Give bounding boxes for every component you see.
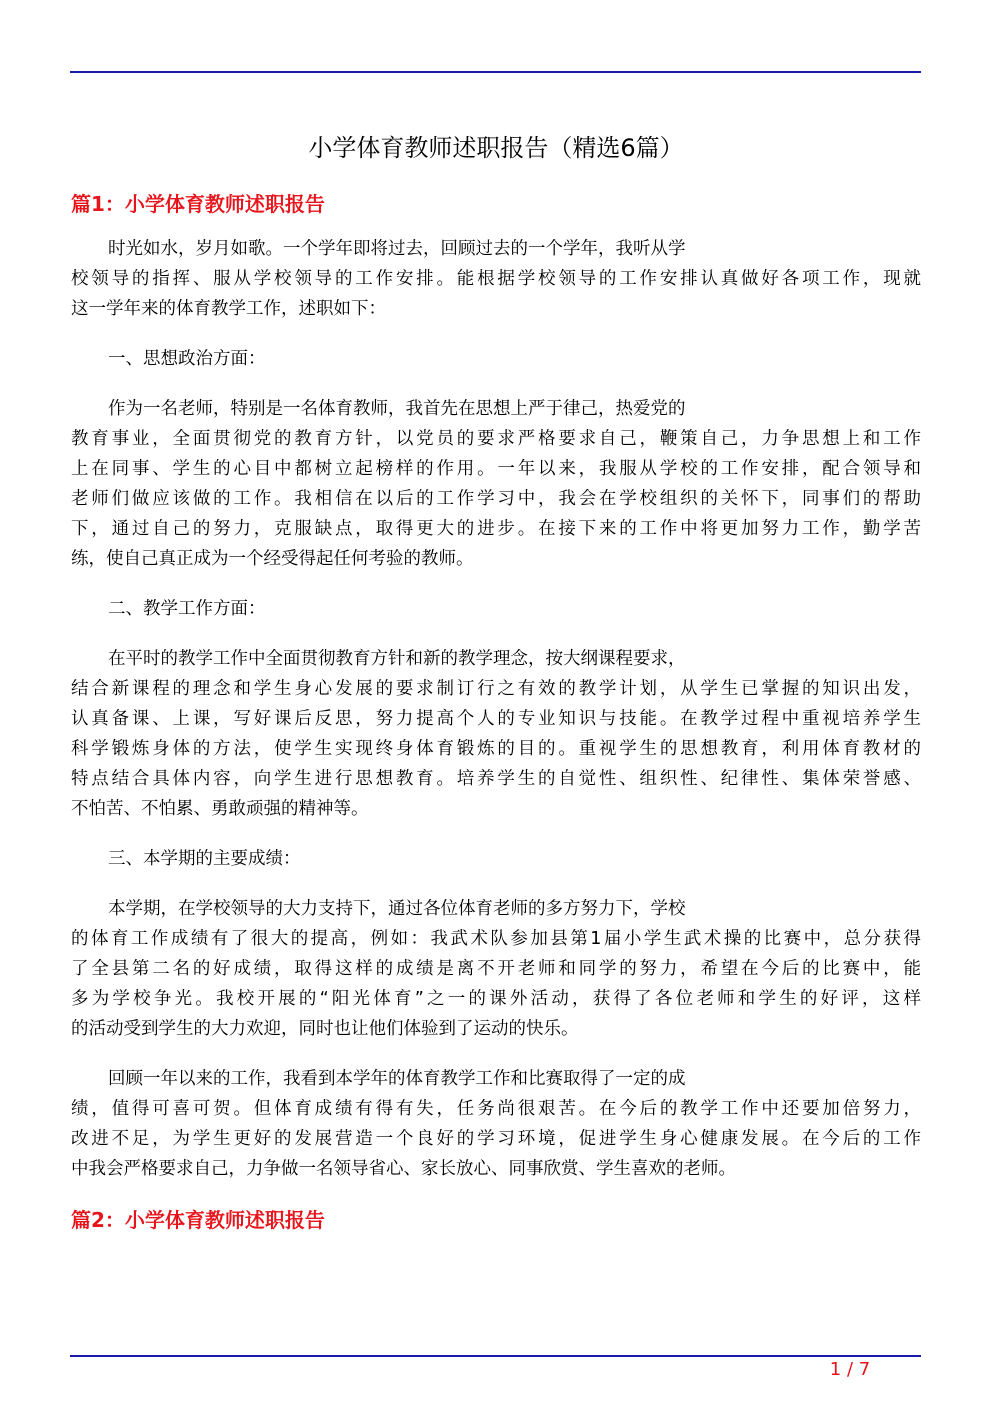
paragraph	[71, 394, 921, 574]
text-line: 本学期，在学校领导的大力支持下，通过各位体育老师的多方努力下，学校	[108, 899, 686, 919]
text-line: 三、本学期的主要成绩：	[108, 849, 301, 869]
paragraph	[71, 594, 921, 624]
footer-rule	[70, 1355, 921, 1357]
text-line: 一、思想政治方面：	[108, 349, 266, 369]
document-body	[71, 188, 921, 1236]
text-line: 不怕苦、不怕累、勇敢顽强的精神等。	[71, 799, 369, 819]
text-line: 结合新课程的理念和学生身心发展的要求制订行之有效的教学计划，从学生已掌握的知识出发，	[71, 679, 921, 699]
text-line: 二、教学工作方面：	[108, 599, 266, 619]
paragraph	[71, 344, 921, 374]
text-line: 改进不足，为学生更好的发展营造一个良好的学习环境，促进学生身心健康发展。在今后的工作	[71, 1129, 921, 1149]
text-line: 上在同事、学生的心目中都树立起榜样的作用。一年以来，我服从学校的工作安排，配合领导和	[71, 459, 921, 479]
text-line: 下，通过自己的努力，克服缺点，取得更大的进步。在接下来的工作中将更加努力工作，勤学苦	[71, 519, 921, 539]
text-line: 特点结合具体内容，向学生进行思想教育。培养学生的自觉性、组织性、纪律性、集体荣誉感、	[71, 769, 921, 789]
text-line: 校领导的指挥、服从学校领导的工作安排。能根据学校领导的工作安排认真做好各项工作，现就	[71, 269, 921, 289]
text-line: 中我会严格要求自己，力争做一名领导省心、家长放心、同事欣赏、学生喜欢的老师。	[71, 1159, 736, 1179]
text-line: 老师们做应该做的工作。我相信在以后的工作学习中，我会在学校组织的关怀下，同事们的帮助	[71, 489, 921, 509]
text-line: 这一学年来的体育教学工作，述职如下：	[71, 299, 386, 319]
paragraph	[71, 234, 921, 324]
text-line: 绩，值得可喜可贺。但体育成绩有得有失，任务尚很艰苦。在今后的教学工作中还要加倍努力，	[71, 1099, 921, 1119]
text-line: 作为一名老师，特别是一名体育教师，我首先在思想上严于律己，热爱党的	[108, 399, 686, 419]
paragraph	[71, 644, 921, 824]
document-title: 小学体育教师述职报告（精选6篇）	[308, 134, 684, 162]
header-rule	[70, 71, 921, 73]
text-line: 回顾一年以来的工作，我看到本学年的体育教学工作和比赛取得了一定的成	[108, 1069, 686, 1089]
text-line: 了全县第二名的好成绩，取得这样的成绩是离不开老师和同学的努力，希望在今后的比赛中，能	[71, 959, 921, 979]
page-number: 1 / 7	[829, 1359, 871, 1380]
text-line: 教育事业，全面贯彻党的教育方针，以党员的要求严格要求自己，鞭策自己，力争思想上和工作	[71, 429, 921, 449]
text-line: 练，使自己真正成为一个经受得起任何考验的教师。	[71, 549, 474, 569]
text-line: 的活动受到学生的大力欢迎，同时也让他们体验到了运动的快乐。	[71, 1019, 579, 1039]
text-line: 多为学校争光。我校开展的“阳光体育”之一的课外活动，获得了各位老师和学生的好评，这样	[71, 989, 921, 1009]
text-line: 的体育工作成绩有了很大的提高，例如：我武术队参加县第1届小学生武术操的比赛中，总分获得	[71, 929, 921, 949]
paragraphs	[71, 234, 921, 1184]
section-heading: 篇2：小学体育教师述职报告	[71, 1208, 325, 1232]
text-line: 时光如水，岁月如歌。一个学年即将过去，回顾过去的一个学年，我听从学	[108, 239, 686, 259]
text-line: 认真备课、上课，写好课后反思，努力提高个人的专业知识与技能。在教学过程中重视培养学生	[71, 709, 921, 729]
section-heading: 篇1：小学体育教师述职报告	[71, 192, 325, 216]
paragraph	[71, 1064, 921, 1184]
text-line: 在平时的教学工作中全面贯彻教育方针和新的教学理念，按大纲课程要求，	[108, 649, 686, 669]
text-line: 科学锻炼身体的方法，使学生实现终身体育锻炼的目的。重视学生的思想教育，利用体育教材的	[71, 739, 921, 759]
paragraph	[71, 894, 921, 1044]
paragraph	[71, 844, 921, 874]
